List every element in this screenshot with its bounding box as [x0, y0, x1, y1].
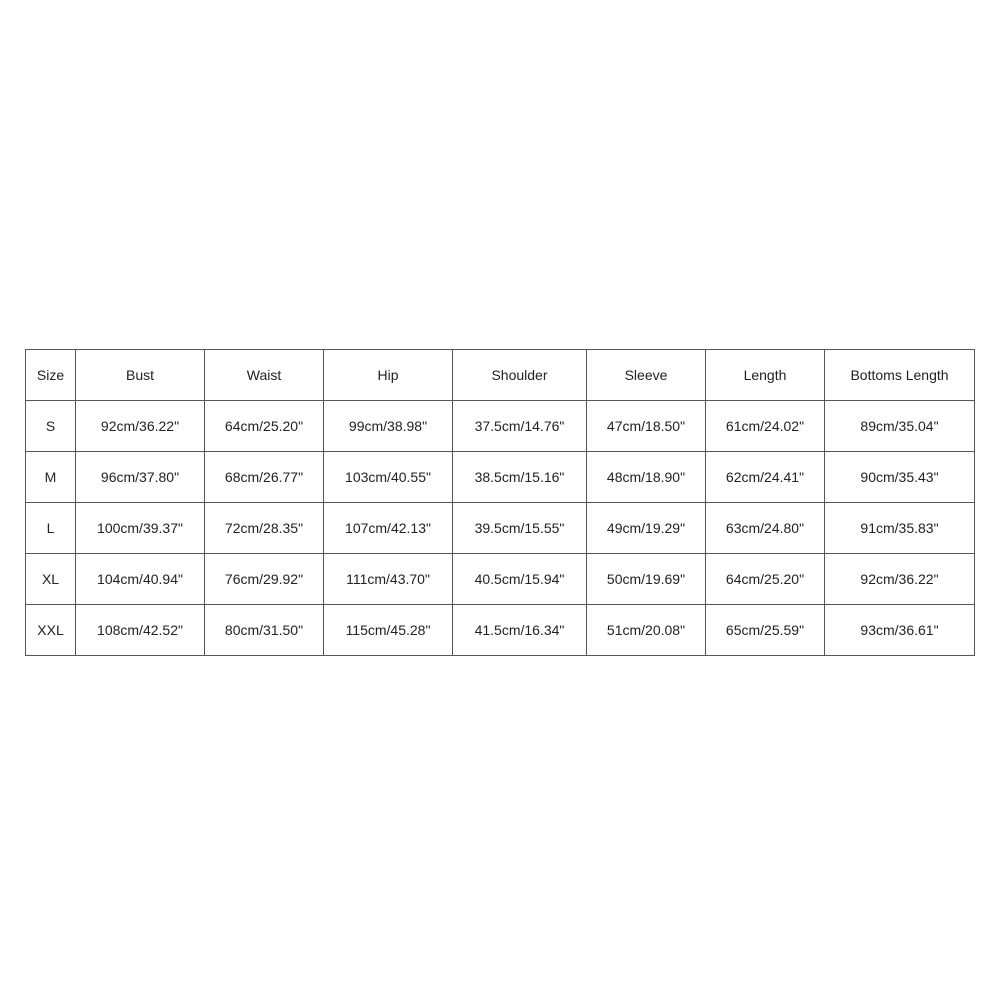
sleeve-cell: 47cm/18.50" — [587, 401, 706, 452]
bottoms-length-cell: 93cm/36.61" — [825, 605, 975, 656]
table-row — [26, 503, 975, 554]
size-cell: XXL — [26, 605, 76, 656]
waist-cell: 76cm/29.92" — [205, 554, 324, 605]
hip-cell: 99cm/38.98" — [324, 401, 453, 452]
hip-cell: 115cm/45.28" — [324, 605, 453, 656]
size-cell: L — [26, 503, 76, 554]
shoulder-cell: 39.5cm/15.55" — [453, 503, 587, 554]
length-cell: 61cm/24.02" — [706, 401, 825, 452]
waist-cell: 64cm/25.20" — [205, 401, 324, 452]
bottoms-length-cell: 92cm/36.22" — [825, 554, 975, 605]
length-cell: 64cm/25.20" — [706, 554, 825, 605]
size-cell: S — [26, 401, 76, 452]
shoulder-cell: 37.5cm/14.76" — [453, 401, 587, 452]
waist-cell: 80cm/31.50" — [205, 605, 324, 656]
length-cell: 65cm/25.59" — [706, 605, 825, 656]
bottoms-length-cell: 91cm/35.83" — [825, 503, 975, 554]
bust-cell: 92cm/36.22" — [76, 401, 205, 452]
shoulder-cell: 40.5cm/15.94" — [453, 554, 587, 605]
sleeve-cell: 51cm/20.08" — [587, 605, 706, 656]
header-waist: Waist — [205, 350, 324, 401]
bust-cell: 104cm/40.94" — [76, 554, 205, 605]
shoulder-cell: 41.5cm/16.34" — [453, 605, 587, 656]
bust-cell: 100cm/39.37" — [76, 503, 205, 554]
table-row — [26, 605, 975, 656]
bottoms-length-cell: 90cm/35.43" — [825, 452, 975, 503]
shoulder-cell: 38.5cm/15.16" — [453, 452, 587, 503]
header-length: Length — [706, 350, 825, 401]
sleeve-cell: 48cm/18.90" — [587, 452, 706, 503]
header-shoulder: Shoulder — [453, 350, 587, 401]
size-chart-table — [25, 349, 975, 656]
header-hip: Hip — [324, 350, 453, 401]
table-row — [26, 401, 975, 452]
hip-cell: 103cm/40.55" — [324, 452, 453, 503]
table-row — [26, 452, 975, 503]
hip-cell: 107cm/42.13" — [324, 503, 453, 554]
header-size: Size — [26, 350, 76, 401]
header-bust: Bust — [76, 350, 205, 401]
bottoms-length-cell: 89cm/35.04" — [825, 401, 975, 452]
length-cell: 62cm/24.41" — [706, 452, 825, 503]
header-bottoms-length: Bottoms Length — [825, 350, 975, 401]
waist-cell: 68cm/26.77" — [205, 452, 324, 503]
bust-cell: 96cm/37.80" — [76, 452, 205, 503]
waist-cell: 72cm/28.35" — [205, 503, 324, 554]
sleeve-cell: 49cm/19.29" — [587, 503, 706, 554]
header-sleeve: Sleeve — [587, 350, 706, 401]
table-row — [26, 554, 975, 605]
header-row — [26, 350, 975, 401]
length-cell: 63cm/24.80" — [706, 503, 825, 554]
hip-cell: 111cm/43.70" — [324, 554, 453, 605]
size-cell: M — [26, 452, 76, 503]
size-cell: XL — [26, 554, 76, 605]
sleeve-cell: 50cm/19.69" — [587, 554, 706, 605]
bust-cell: 108cm/42.52" — [76, 605, 205, 656]
